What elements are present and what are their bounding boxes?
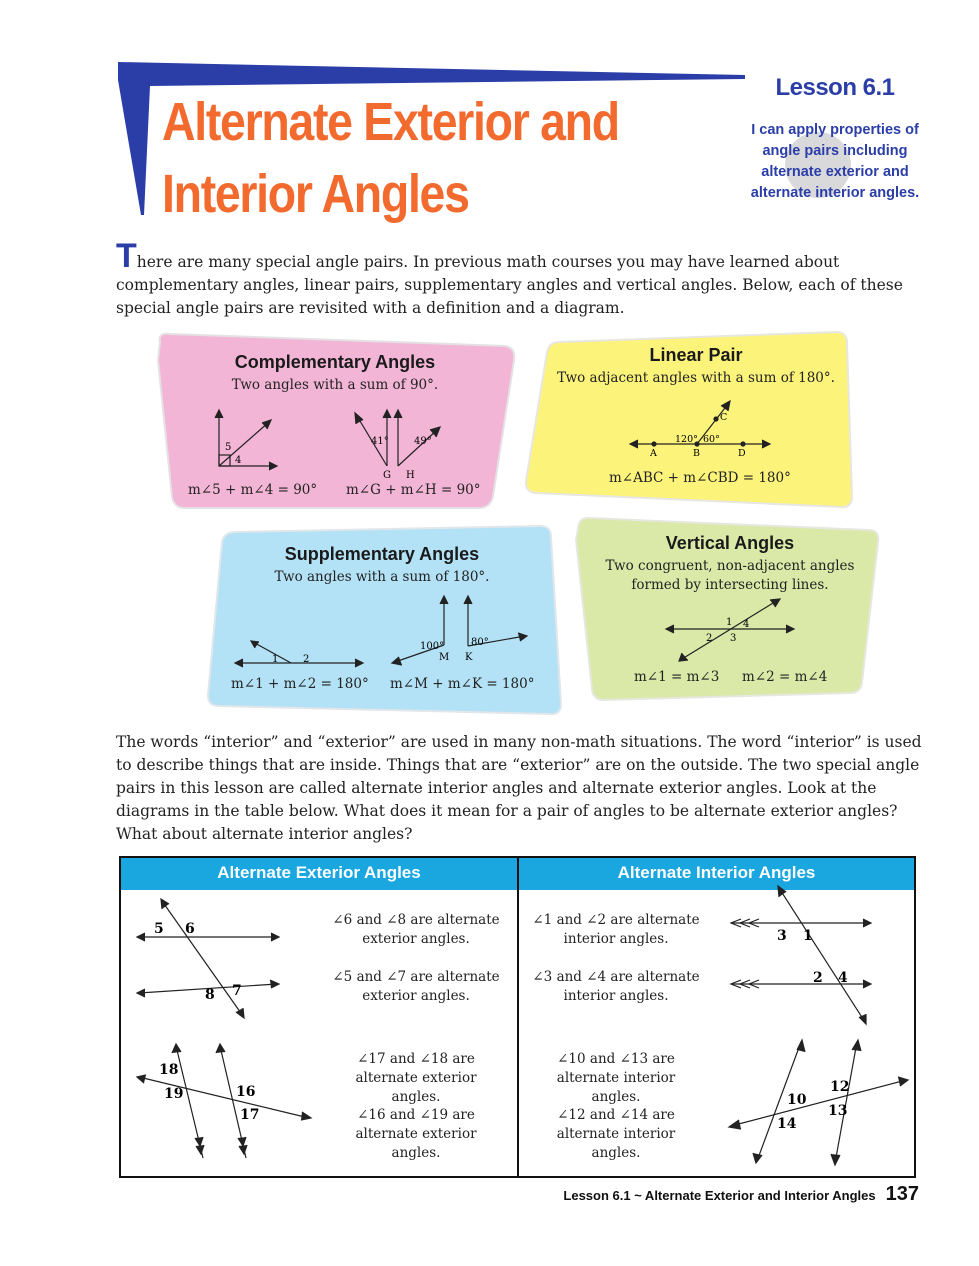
label-2: 2	[303, 654, 310, 665]
exterior-row2-pair-a: ∠17 and ∠18 are alternate exterior angles.	[355, 1051, 477, 1105]
complementary-title: Complementary Angles	[234, 352, 436, 372]
supplementary-eq2: m∠M + m∠K = 180°	[390, 676, 535, 692]
supplementary-eq1: m∠1 + m∠2 = 180°	[231, 676, 369, 692]
drop-cap: T	[116, 237, 137, 275]
label-10: 10	[787, 1092, 807, 1108]
label-7: 7	[232, 983, 242, 999]
label-A: A	[650, 448, 657, 459]
lesson-number: Lesson 6.1	[775, 74, 895, 101]
page-title: Alternate Exterior and Interior Angles	[162, 92, 619, 224]
intro-paragraph: There are many special angle pairs. In previous math courses you may have learned about complementary angles, linear pairs, supplementary angles and vertical angles. Below, each of these special angle pairs are revisited with a definition and a diagram.	[116, 237, 903, 317]
complementary-eq1: m∠5 + m∠4 = 90°	[188, 482, 318, 498]
label-12: 12	[830, 1079, 850, 1095]
interior-diagram-2	[729, 1040, 908, 1165]
linear-eq: m∠ABC + m∠CBD = 180°	[609, 470, 791, 486]
label-1: 1	[726, 617, 733, 628]
label-2: 2	[706, 633, 713, 644]
label-17: 17	[240, 1107, 260, 1123]
label-18: 18	[159, 1062, 179, 1078]
label-1: 1	[803, 928, 813, 944]
interior-row1-pair-b: ∠3 and ∠4 are alternate interior angles.	[532, 969, 700, 1004]
label-80: 80°	[471, 637, 489, 648]
vertical-eq1: m∠1 = m∠3	[634, 669, 720, 685]
vertical-angles-diagram	[660, 596, 800, 666]
table-diagrams	[119, 856, 916, 1178]
vertical-title: Vertical Angles	[665, 533, 795, 553]
label-19: 19	[164, 1086, 184, 1102]
complementary-diagrams	[195, 400, 495, 484]
label-4: 4	[743, 619, 750, 630]
label-B: B	[693, 448, 700, 459]
supplementary-definition: Two angles with a sum of 180°.	[274, 569, 490, 585]
interior-row2-pair-b: ∠12 and ∠14 are alternate interior angles.	[556, 1107, 676, 1161]
footer-text: Lesson 6.1 ~ Alternate Exterior and Interior Angles	[563, 1188, 876, 1203]
exterior-row2-pair-b: ∠16 and ∠19 are alternate exterior angles.	[355, 1107, 477, 1161]
label-C: C	[720, 412, 728, 423]
linear-definition: Two adjacent angles with a sum of 180°.	[557, 370, 835, 386]
label-2: 2	[813, 970, 823, 986]
label-1: 1	[272, 654, 279, 665]
label-4: 4	[838, 970, 848, 986]
label-60: 60°	[703, 434, 720, 445]
lesson-objective: I can apply properties of angle pairs including alternate exterior and alternate interior angles.	[750, 122, 920, 201]
label-49: 49°	[414, 436, 432, 447]
exterior-row1-pair-b: ∠5 and ∠7 are alternate exterior angles.	[332, 969, 500, 1004]
supplementary-title: Supplementary Angles	[284, 544, 480, 564]
label-5: 5	[154, 921, 164, 937]
vertical-eq2: m∠2 = m∠4	[742, 669, 828, 685]
linear-title: Linear Pair	[649, 345, 743, 365]
label-M: M	[439, 652, 450, 663]
label-K: K	[465, 652, 473, 663]
label-120: 120°	[675, 434, 698, 445]
label-G: G	[383, 470, 391, 481]
interior-row1-pair-a: ∠1 and ∠2 are alternate interior angles.	[532, 912, 700, 947]
interior-row2-pair-a: ∠10 and ∠13 are alternate interior angles.	[556, 1051, 676, 1105]
label-D: D	[738, 448, 746, 459]
label-14: 14	[777, 1116, 797, 1132]
label-8: 8	[205, 987, 215, 1003]
header-alternate-interior: Alternate Interior Angles	[617, 863, 816, 882]
vertical-definition: Two congruent, non-adjacent angles formed by intersecting lines.	[605, 558, 855, 593]
label-3: 3	[777, 928, 787, 944]
paragraph-interior-exterior: The words “interior” and “exterior” are used in many non-math situations. The word “interior” is used to describe things that are inside. Things that are “exterior” are on the outside. The two special angle pairs in this lesson are called alternate interior angles and alternate exterior angles. Look at the diagrams in the table below. What does it mean for a pair of angles to be alternate exterior angles? What about alternate interior angles?	[116, 733, 922, 843]
supplementary-diagrams	[225, 590, 545, 676]
label-6: 6	[185, 921, 195, 937]
page-number: 137	[885, 1183, 919, 1205]
exterior-row1-pair-a: ∠6 and ∠8 are alternate exterior angles.	[332, 912, 500, 947]
label-13: 13	[828, 1103, 848, 1119]
label-100: 100°	[420, 641, 445, 652]
complementary-eq2: m∠G + m∠H = 90°	[346, 482, 481, 498]
interior-diagram-1	[731, 886, 871, 1024]
header-alternate-exterior: Alternate Exterior Angles	[217, 863, 421, 882]
label-16: 16	[236, 1084, 256, 1100]
label-41: 41°	[371, 436, 389, 447]
label-H: H	[406, 470, 415, 481]
label-3: 3	[730, 633, 737, 644]
label-5: 5	[225, 442, 232, 453]
page-footer	[563, 1183, 919, 1206]
linear-pair-diagram	[620, 392, 780, 464]
complementary-definition: Two angles with a sum of 90°.	[231, 377, 439, 393]
label-4: 4	[235, 455, 242, 466]
